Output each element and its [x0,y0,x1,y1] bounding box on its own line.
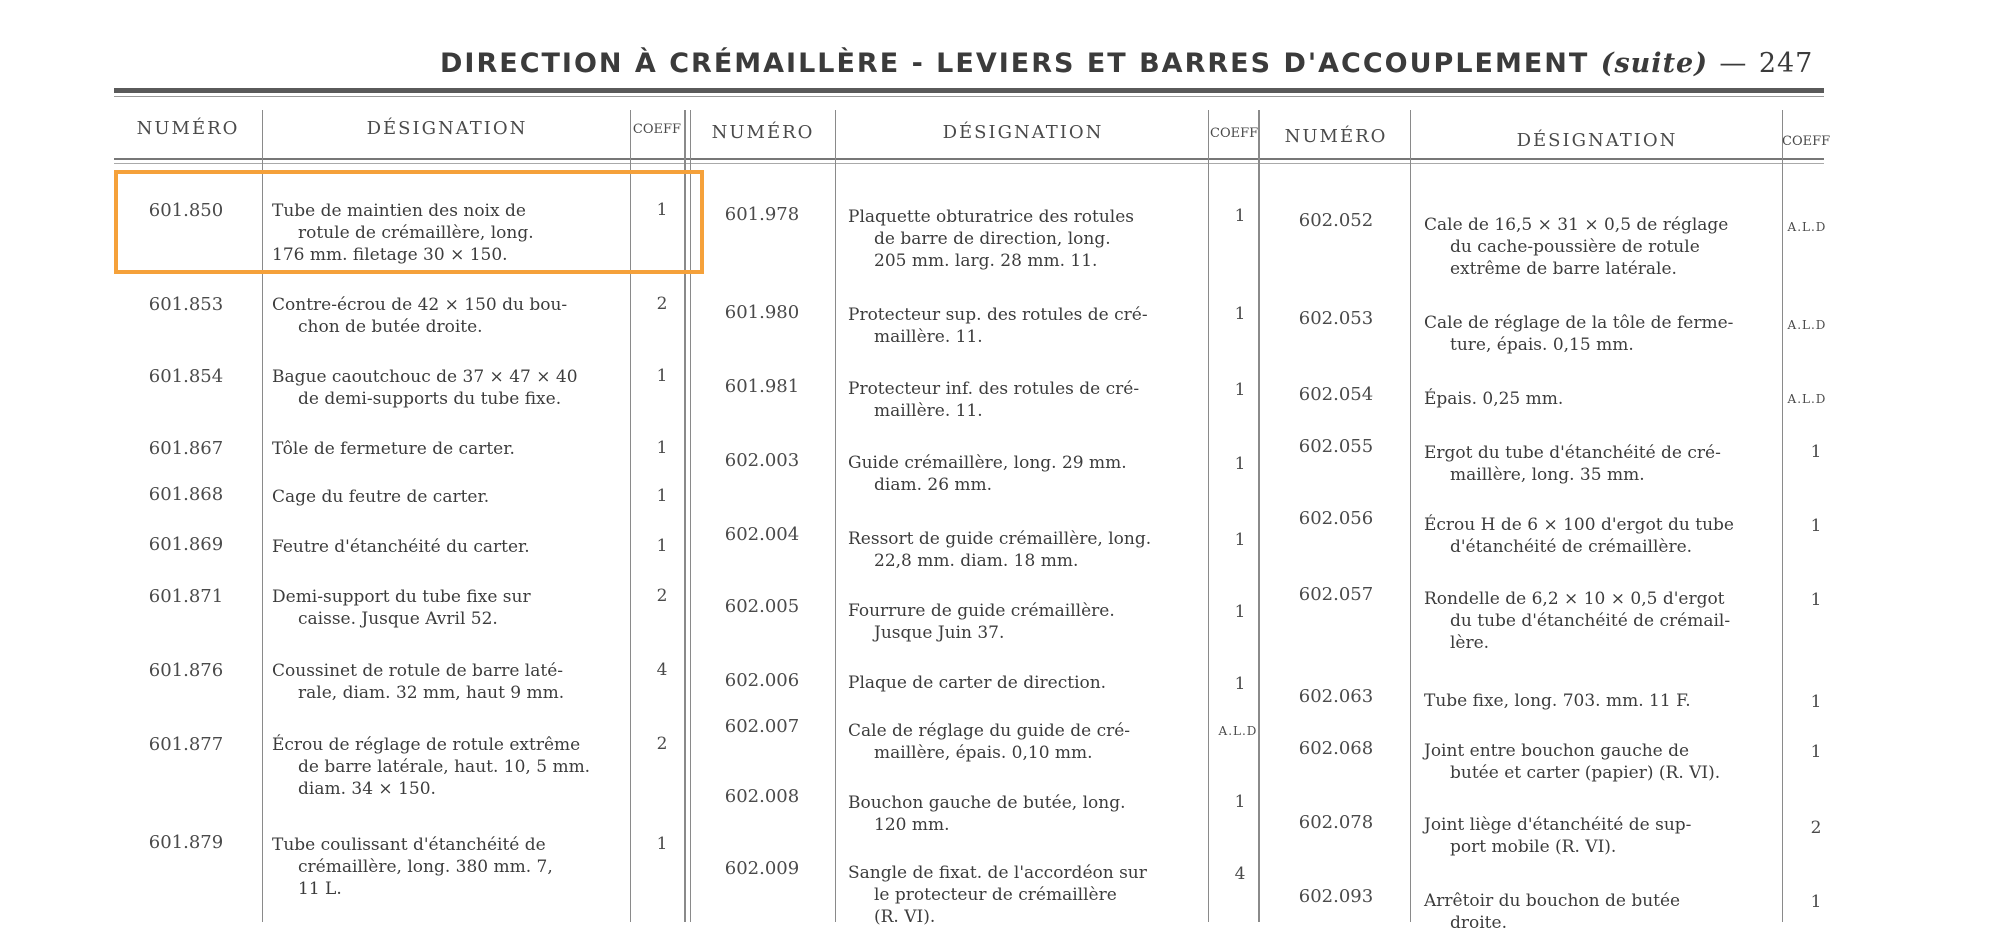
header-designation: DÉSIGNATION [942,122,1104,143]
description-line: Demi-support du tube fixe sur [272,587,531,607]
description-line: maillère. 11. [874,401,983,421]
header-designation: DÉSIGNATION [1516,130,1678,151]
description-line: Rondelle de 6,2 × 10 × 0,5 d'ergot [1424,589,1725,609]
part-number: 601.978 [724,204,800,225]
part-number: 602.056 [1298,508,1374,529]
part-number: 602.078 [1298,812,1374,833]
header-designation: DÉSIGNATION [366,118,528,139]
description-line: du cache-poussière de rotule [1450,237,1700,257]
part-description [272,734,590,800]
description-line: Protecteur inf. des rotules de cré- [848,379,1140,399]
part-description [1424,514,1734,558]
header-coeff: COEFF [632,122,682,137]
coefficient: 1 [1810,442,1822,462]
description-line: Écrou de réglage de rotule extrême [272,735,581,755]
table-top-rule-thin [114,96,1824,97]
coefficient: 1 [656,486,668,506]
part-description [1424,588,1730,654]
part-description [1424,312,1733,356]
description-line: crémaillère, long. 380 mm. 7, [298,857,553,877]
description-line: Tube de maintien des noix de [272,201,526,221]
description-line: port mobile (R. VI). [1450,837,1617,857]
part-description [848,672,1106,694]
description-line: Joint liège d'étanchéité de sup- [1424,815,1692,835]
part-description [848,452,1127,496]
description-line: de demi-supports du tube fixe. [298,389,562,409]
table-top-rule [114,88,1824,93]
part-number: 602.055 [1298,436,1374,457]
coefficient: 2 [656,294,668,314]
description-line: du tube d'étanchéité de crémail- [1450,611,1731,631]
description-line: diam. 26 mm. [874,475,993,495]
page-number: 247 [1758,48,1814,79]
description-line: Joint entre bouchon gauche de [1424,741,1690,761]
coefficient: 1 [656,200,668,220]
part-number: 602.068 [1298,738,1374,759]
header-bottom-rule [114,158,1824,160]
coefficient: 1 [656,834,668,854]
description-line: Cale de 16,5 × 31 × 0,5 de réglage [1424,215,1729,235]
description-line: diam. 34 × 150. [298,779,436,799]
part-number: 601.854 [148,366,224,387]
description-line: Coussinet de rotule de barre laté- [272,661,564,681]
col-separator [835,110,836,922]
description-line: caisse. Jusque Avril 52. [298,609,498,629]
description-line: maillère, long. 35 mm. [1450,465,1645,485]
description-line: Contre-écrou de 42 × 150 du bou- [272,295,568,315]
description-line: Bague caoutchouc de 37 × 47 × 40 [272,367,578,387]
description-line: Protecteur sup. des rotules de cré- [848,305,1148,325]
part-description [848,600,1115,644]
description-line: maillère, épais. 0,10 mm. [874,743,1093,763]
description-line: rale, diam. 32 mm, haut 9 mm. [298,683,565,703]
part-number: 601.980 [724,302,800,323]
part-description [272,366,578,410]
coefficient: 1 [1810,692,1822,712]
description-line: Plaquette obturatrice des rotules [848,207,1135,227]
description-line: droite. [1450,913,1507,933]
part-number: 602.005 [724,596,800,617]
coefficient: 1 [656,536,668,556]
title-suite: (suite) [1600,48,1708,79]
part-description [1424,690,1691,712]
coefficient: 1 [1234,602,1246,622]
part-number: 602.008 [724,786,800,807]
description-line: butée et carter (papier) (R. VI). [1450,763,1721,783]
description-line: 176 mm. filetage 30 × 150. [272,245,508,265]
part-number: 602.006 [724,670,800,691]
header-bottom-rule-thin [114,163,1824,164]
description-line: Fourrure de guide crémaillère. [848,601,1115,621]
part-description [272,660,564,704]
description-line: ture, épais. 0,15 mm. [1450,335,1634,355]
part-number: 602.009 [724,858,800,879]
part-description [1424,740,1720,784]
description-line: Écrou H de 6 × 100 d'ergot du tube [1424,515,1734,535]
description-line: lère. [1450,633,1490,653]
description-line: Ressort de guide crémaillère, long. [848,529,1152,549]
description-line: Tôle de fermeture de carter. [272,439,515,459]
coefficient: 1 [1234,530,1246,550]
header-numero: NUMÉRO [1284,126,1388,147]
description-line: Plaque de carter de direction. [848,673,1107,693]
part-description [848,862,1147,928]
part-number: 602.003 [724,450,800,471]
part-description [1424,388,1563,410]
title-dash: — [1719,48,1748,79]
part-description [1424,214,1728,280]
description-line: Tube fixe, long. 703. mm. 11 F. [1424,691,1691,711]
col-separator [1208,110,1209,922]
coefficient: A.L.D [1787,220,1827,234]
description-line: 11 L. [298,879,342,899]
description-line: 205 mm. larg. 28 mm. 11. [874,251,1098,271]
part-description [848,206,1134,272]
part-description [1424,442,1721,486]
part-number: 602.052 [1298,210,1374,231]
coefficient: A.L.D [1787,392,1827,406]
part-description [272,294,567,338]
part-number: 601.981 [724,376,800,397]
header-numero: NUMÉRO [136,118,240,139]
coefficient: 1 [656,438,668,458]
description-line: Ergot du tube d'étanchéité de cré- [1424,443,1721,463]
coefficient: 2 [656,734,668,754]
part-number: 601.853 [148,294,224,315]
part-number: 601.869 [148,534,224,555]
part-description [848,378,1139,422]
description-line: Feutre d'étanchéité du carter. [272,537,530,557]
description-line: le protecteur de crémaillère [874,885,1117,905]
description-line: Épais. 0,25 mm. [1424,389,1564,409]
description-line: de barre latérale, haut. 10, 5 mm. [298,757,591,777]
part-number: 602.004 [724,524,800,545]
selection-highlight-box[interactable] [114,170,704,274]
description-line: 22,8 mm. diam. 18 mm. [874,551,1079,571]
part-number: 602.007 [724,716,800,737]
coefficient: 1 [1234,674,1246,694]
coefficient: A.L.D [1218,724,1258,738]
part-number: 602.093 [1298,886,1374,907]
description-line: (R. VI). [874,907,936,927]
page-title [440,48,1820,88]
part-number: 601.877 [148,734,224,755]
coefficient: 1 [1234,380,1246,400]
coefficient: 2 [1810,818,1822,838]
part-description [272,486,489,508]
description-line: Bouchon gauche de butée, long. [848,793,1126,813]
part-description [272,536,530,558]
part-description [272,586,531,630]
coefficient: 1 [1234,792,1246,812]
coefficient: A.L.D [1787,318,1827,332]
part-number: 601.867 [148,438,224,459]
part-description [1424,890,1680,934]
description-line: d'étanchéité de crémaillère. [1450,537,1693,557]
description-line: Sangle de fixat. de l'accordéon sur [848,863,1147,883]
header-coeff: COEFF [1210,126,1259,141]
part-description [848,304,1148,348]
description-line: Cale de réglage du guide de cré- [848,721,1131,741]
description-line: Tube coulissant d'étanchéité de [272,835,546,855]
part-number: 601.850 [148,200,224,221]
part-description [848,528,1151,572]
description-line: Cale de réglage de la tôle de ferme- [1424,313,1734,333]
coefficient: 1 [1234,206,1246,226]
part-description [848,720,1130,764]
part-description [1424,814,1691,858]
part-description [272,438,515,460]
coefficient: 1 [1234,304,1246,324]
coefficient: 4 [1234,864,1246,884]
part-description [272,834,553,900]
part-number: 601.876 [148,660,224,681]
coefficient: 2 [656,586,668,606]
header-coeff: COEFF [1782,134,1831,149]
coefficient: 1 [1810,516,1822,536]
description-line: Arrêtoir du bouchon de butée [1424,891,1681,911]
coefficient: 1 [1810,742,1822,762]
description-line: maillère. 11. [874,327,983,347]
part-description [848,792,1125,836]
description-line: 120 mm. [874,815,950,835]
title-main: DIRECTION À CRÉMAILLÈRE - LEVIERS ET BARRES D'ACCOUPLEMENT [440,48,1590,79]
description-line: Guide crémaillère, long. 29 mm. [848,453,1127,473]
description-line: extrême de barre latérale. [1450,259,1677,279]
coefficient: 4 [656,660,668,680]
part-number: 601.879 [148,832,224,853]
part-number: 602.053 [1298,308,1374,329]
coefficient: 1 [1234,454,1246,474]
coefficient: 1 [1810,892,1822,912]
description-line: Jusque Juin 37. [874,623,1005,643]
coefficient: 1 [1810,590,1822,610]
col-separator [1410,110,1411,922]
description-line: rotule de crémaillère, long. [298,223,534,243]
description-line: Cage du feutre de carter. [272,487,490,507]
description-line: de barre de direction, long. [874,229,1111,249]
part-number: 602.063 [1298,686,1374,707]
part-number: 602.057 [1298,584,1374,605]
part-number: 602.054 [1298,384,1374,405]
part-number: 601.871 [148,586,224,607]
header-numero: NUMÉRO [711,122,815,143]
coefficient: 1 [656,366,668,386]
description-line: chon de butée droite. [298,317,483,337]
part-number: 601.868 [148,484,224,505]
